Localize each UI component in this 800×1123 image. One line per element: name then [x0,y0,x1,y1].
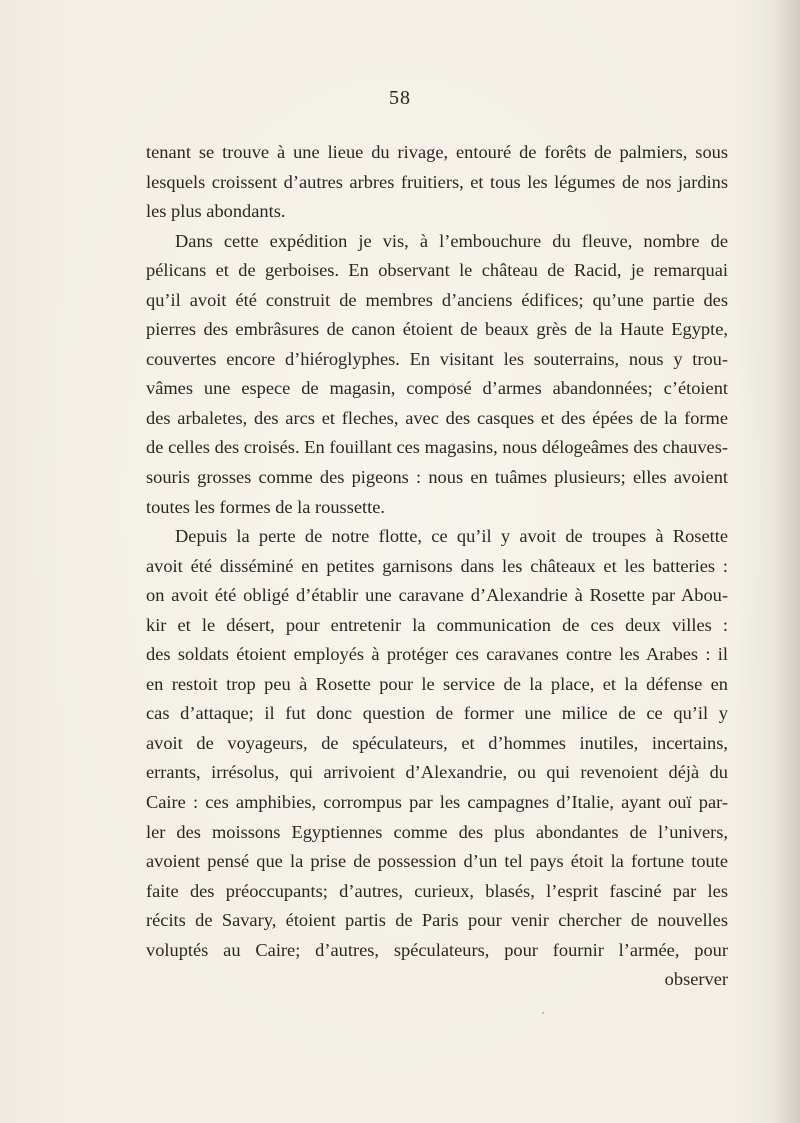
text-line: qu’il avoit été construit de membres d’anciens édifices; qu’une partie des [146,289,728,310]
page-edge-shadow [772,0,800,1123]
text-line: avoient pensé que la prise de possession d’un tel pays étoit la fortune toute [146,851,728,872]
text-line: Caire : ces amphibies, corrompus par les campagnes d’Italie, ayant ouï par- [146,792,728,813]
paper-speck [590,448,592,450]
text-line: récits de Savary, étoient partis de Paris pour venir chercher de nouvelles [146,910,728,931]
text-line: de celles des croisés. En fouillant ces magasins, nous délogeâmes des chauves- [146,437,728,458]
paper-speck [452,383,454,385]
text-line: kir et le désert, pour entretenir la communication de ces deux villes : [146,614,728,635]
text-line: pierres des embrâsures de canon étoient de beaux grès de la Haute Egypte, [146,319,728,340]
text-line: voluptés au Caire; d’autres, spéculateurs, pour fournir l’armée, pour [146,939,728,960]
catchword: observer [664,969,728,990]
text-line: Depuis la perte de notre flotte, ce qu’il y avoit de troupes à Rosette [175,526,728,547]
text-line: en restoit trop peu à Rosette pour le service de la place, et la défense en [146,673,728,694]
body-text [146,138,728,995]
text-line: cas d’attaque; il fut donc question de former une milice de ce qu’il y [146,703,728,724]
text-line: lesquels croissent d’autres arbres fruitiers, et tous les légumes de nos jardins [146,171,728,192]
text-line: avoit de voyageurs, de spéculateurs, et d’hommes inutiles, incertains, [146,732,728,753]
text-line: pélicans et de gerboises. En observant le château de Racid, je remarquai [146,260,728,281]
text-line: les plus abondants. [146,201,286,222]
text-line: ler des moissons Egyptiennes comme des plus abondantes de l’univers, [146,821,728,842]
text-line: des arbaletes, des arcs et fleches, avec des casques et des épées de la forme [146,407,728,428]
text-line: Dans cette expédition je vis, à l’embouchure du fleuve, nombre de [175,230,728,251]
paper-speck [542,1012,544,1014]
text-line: couvertes encore d’hiéroglyphes. En visitant les souterrains, nous y trou- [146,348,728,369]
text-line: toutes les formes de la roussette. [146,496,386,517]
text-line: avoit été disséminé en petites garnisons dans les châteaux et les batteries : [146,555,728,576]
text-line: faite des préoccupants; d’autres, curieux, blasés, l’esprit fasciné par les [146,880,728,901]
text-line: vâmes une espece de magasin, composé d’armes abandonnées; c’étoient [146,378,728,399]
text-line: des soldats étoient employés à protéger ces caravanes contre les Arabes : il [146,644,728,665]
page-number: 58 [389,87,411,109]
text-line: on avoit été obligé d’établir une caravane d’Alexandrie à Rosette par Abou- [146,585,728,606]
text-line: errants, irrésolus, qui arrivoient d’Alexandrie, ou qui revenoient déjà du [146,762,728,783]
text-line: tenant se trouve à une lieue du rivage, entouré de forêts de palmiers, sous [146,142,728,162]
text-line: souris grosses comme des pigeons : nous en tuâmes plusieurs; elles avoient [146,467,728,488]
